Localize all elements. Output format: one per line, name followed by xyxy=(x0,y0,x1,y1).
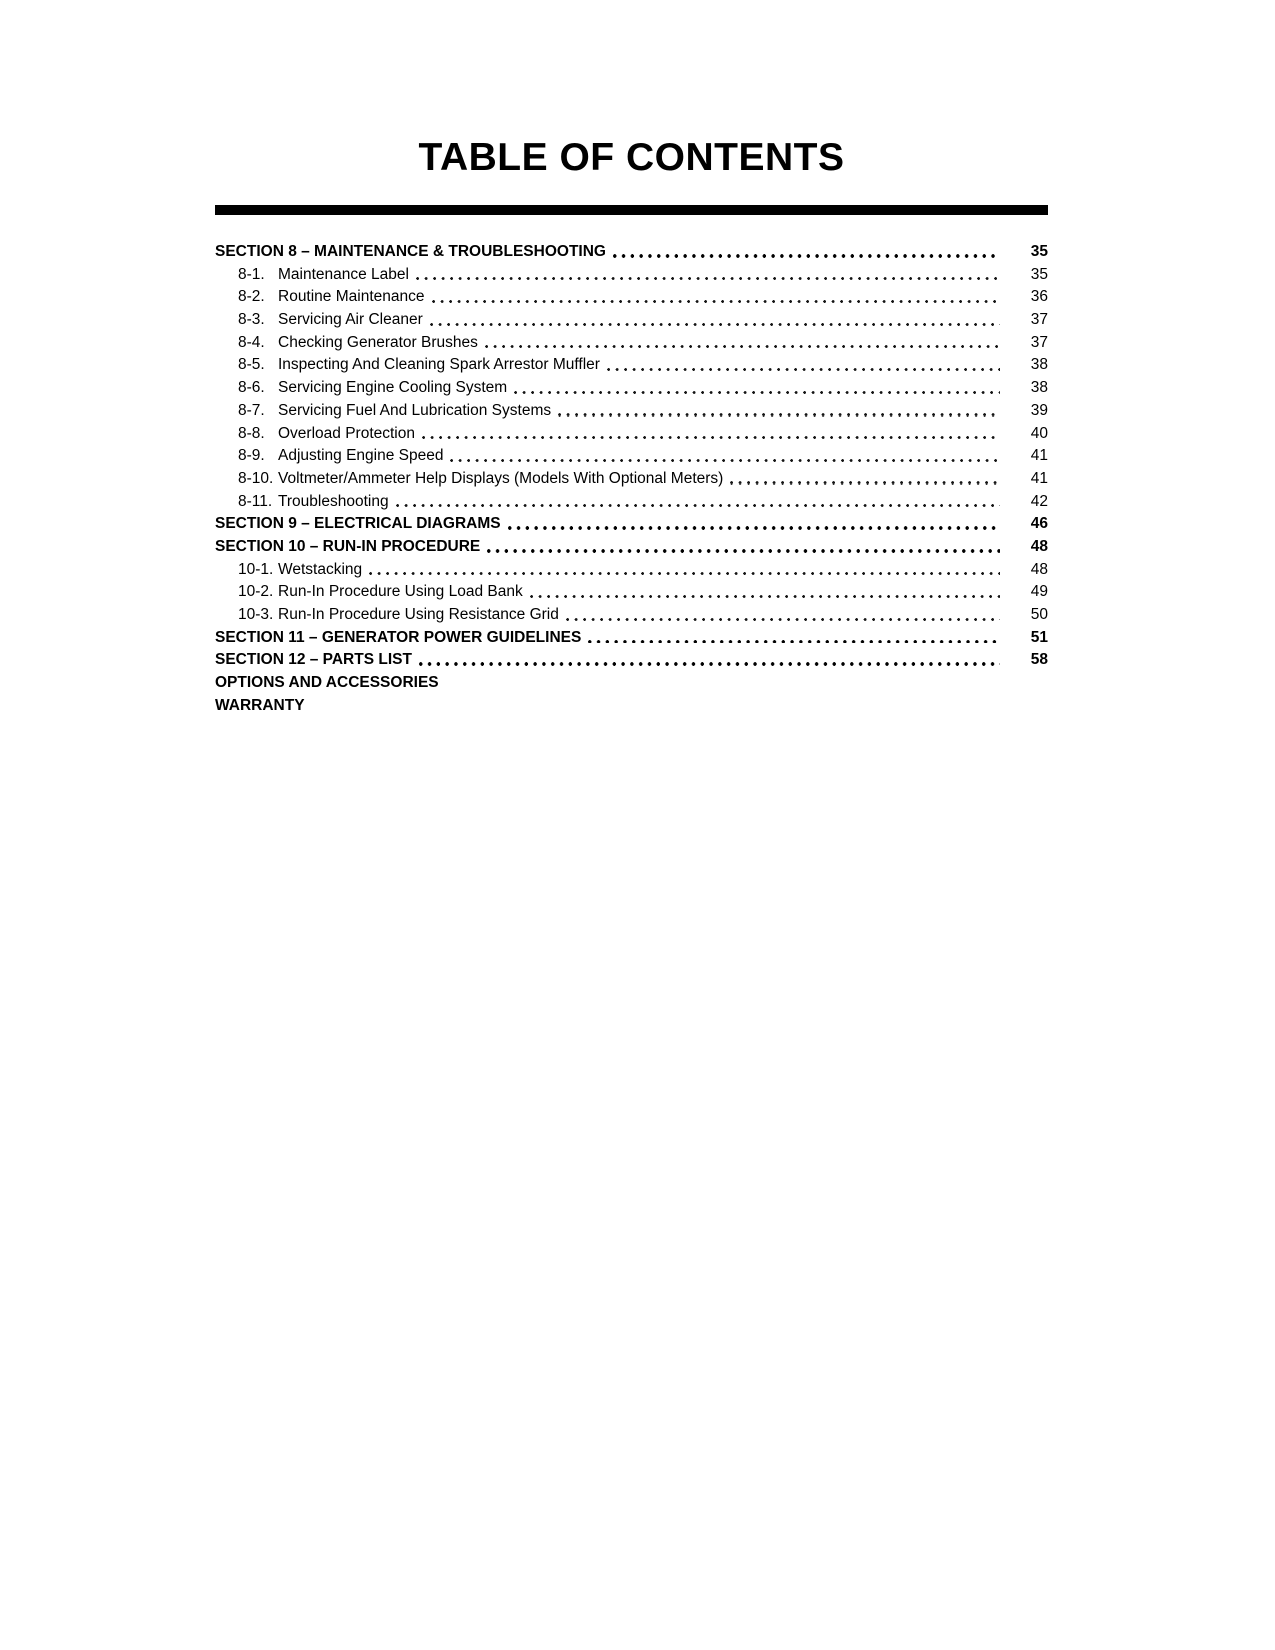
toc-page-number: 39 xyxy=(1030,401,1048,419)
toc-entry-number: 10-3. xyxy=(238,606,274,623)
toc-row xyxy=(215,672,1048,695)
toc-row xyxy=(215,604,1048,627)
dot-leader-icon xyxy=(588,640,1000,644)
toc-row xyxy=(215,286,1048,309)
toc-entry-label: Voltmeter/Ammeter Help Displays (Models With Optional Meters) xyxy=(278,469,724,487)
toc-page-number: 48 xyxy=(1030,560,1048,578)
toc-entry-number: 8-4. xyxy=(238,333,265,351)
dot-leader-icon xyxy=(613,254,1000,258)
toc-page-number: 35 xyxy=(1030,243,1048,260)
dot-leader-icon xyxy=(558,413,1000,416)
toc-entry-label: SECTION 12 – PARTS LIST xyxy=(215,651,412,669)
dot-leader-icon xyxy=(369,572,1000,575)
toc-row xyxy=(215,423,1048,446)
toc-page-number: 46 xyxy=(1030,515,1048,533)
toc-row xyxy=(215,581,1048,604)
toc-entry-number: 10-2. xyxy=(238,583,274,601)
toc-entry-label: Overload Protection xyxy=(278,424,415,442)
toc-row xyxy=(215,445,1048,468)
toc-row xyxy=(215,513,1048,536)
toc-row xyxy=(215,332,1048,355)
dot-leader-icon xyxy=(514,391,1000,394)
toc-entry-label: Servicing Engine Cooling System xyxy=(278,379,508,397)
toc-entry-number: 8-7. xyxy=(238,401,265,419)
toc-entry-label: Run-In Procedure Using Resistance Grid xyxy=(278,606,559,623)
toc-entry-number: 8-9. xyxy=(238,447,265,465)
toc-entry-number: 10-1. xyxy=(238,560,274,578)
toc-entry-number: 8-1. xyxy=(238,265,265,283)
toc-row xyxy=(215,377,1048,400)
toc-entry-number: 8-10. xyxy=(238,469,274,487)
toc-row xyxy=(215,400,1048,423)
toc-page-number: 38 xyxy=(1030,379,1048,397)
toc-page-number: 41 xyxy=(1030,469,1048,487)
toc-row xyxy=(215,559,1048,582)
toc-page-number: 37 xyxy=(1030,311,1048,329)
toc-entry-label: Wetstacking xyxy=(278,560,363,578)
toc-entry-number: 8-8. xyxy=(238,424,265,442)
toc-entry-label: SECTION 10 – RUN-IN PROCEDURE xyxy=(215,537,481,555)
toc-entry-label: Servicing Fuel And Lubrication Systems xyxy=(278,401,552,419)
toc-row xyxy=(215,354,1048,377)
dot-leader-icon xyxy=(730,481,1000,484)
dot-leader-icon xyxy=(396,504,1000,507)
toc-entry-label: Troubleshooting xyxy=(278,492,389,510)
toc-page-number: 36 xyxy=(1030,288,1048,306)
toc-page-number: 42 xyxy=(1030,492,1048,510)
toc-entry-label: SECTION 9 – ELECTRICAL DIAGRAMS xyxy=(215,515,501,533)
toc-page-number: 35 xyxy=(1030,265,1048,283)
toc-page-number: 58 xyxy=(1030,651,1048,669)
page-title: TABLE OF CONTENTS xyxy=(418,136,845,179)
toc-entry-label: Checking Generator Brushes xyxy=(278,333,478,351)
toc-row xyxy=(215,627,1048,650)
toc-row xyxy=(215,649,1048,672)
toc-page-number: 49 xyxy=(1030,583,1048,601)
dot-leader-icon xyxy=(450,459,1000,462)
toc-entry-label: Servicing Air Cleaner xyxy=(278,311,423,329)
title-rule xyxy=(215,205,1048,215)
toc-entry-number: 8-3. xyxy=(238,311,265,329)
dot-leader-icon xyxy=(485,345,1000,348)
toc-entry-label: Adjusting Engine Speed xyxy=(278,447,444,465)
dot-leader-icon xyxy=(432,300,1001,303)
toc-entry-label: Routine Maintenance xyxy=(278,288,425,306)
toc-entry-number: 8-5. xyxy=(238,356,265,374)
toc-entry-number: 8-2. xyxy=(238,288,265,306)
toc-entry-label: Run-In Procedure Using Load Bank xyxy=(278,583,523,601)
toc-entry-label: SECTION 11 – GENERATOR POWER GUIDELINES xyxy=(215,628,582,646)
dot-leader-icon xyxy=(416,277,1000,280)
toc-page-number: 38 xyxy=(1030,356,1048,374)
toc-page-number: 41 xyxy=(1030,447,1048,465)
toc-row xyxy=(215,536,1048,559)
toc-entry-number: 8-6. xyxy=(238,379,265,397)
toc-entry-label: SECTION 8 – MAINTENANCE & TROUBLESHOOTING xyxy=(215,243,606,260)
toc-page-number: 50 xyxy=(1030,606,1048,623)
dot-leader-icon xyxy=(566,618,1000,621)
toc-entry-number: 8-11. xyxy=(238,492,273,510)
toc-entry-label: Maintenance Label xyxy=(278,265,409,283)
toc-row xyxy=(215,468,1048,491)
dot-leader-icon xyxy=(422,436,1000,439)
toc-entry-label: OPTIONS AND ACCESSORIES xyxy=(215,674,439,692)
toc-entry-label: Inspecting And Cleaning Spark Arrestor Muffler xyxy=(278,356,600,374)
dot-leader-icon xyxy=(508,526,1000,530)
dot-leader-icon xyxy=(607,368,1000,371)
dot-leader-icon xyxy=(487,549,1000,553)
toc-entry-label: WARRANTY xyxy=(215,696,305,714)
toc-content xyxy=(215,0,1048,717)
dot-leader-icon xyxy=(430,323,1000,326)
toc-page-number: 51 xyxy=(1030,628,1048,646)
toc-row xyxy=(215,695,1048,718)
toc-page-number: 48 xyxy=(1030,537,1048,555)
toc-list xyxy=(215,241,1048,717)
toc-page-number: 40 xyxy=(1030,424,1048,442)
dot-leader-icon xyxy=(419,662,1000,666)
toc-row xyxy=(215,264,1048,287)
toc-row xyxy=(215,491,1048,514)
toc-row xyxy=(215,309,1048,332)
dot-leader-icon xyxy=(530,595,1000,598)
toc-page-number: 37 xyxy=(1030,333,1048,351)
toc-row xyxy=(215,241,1048,264)
